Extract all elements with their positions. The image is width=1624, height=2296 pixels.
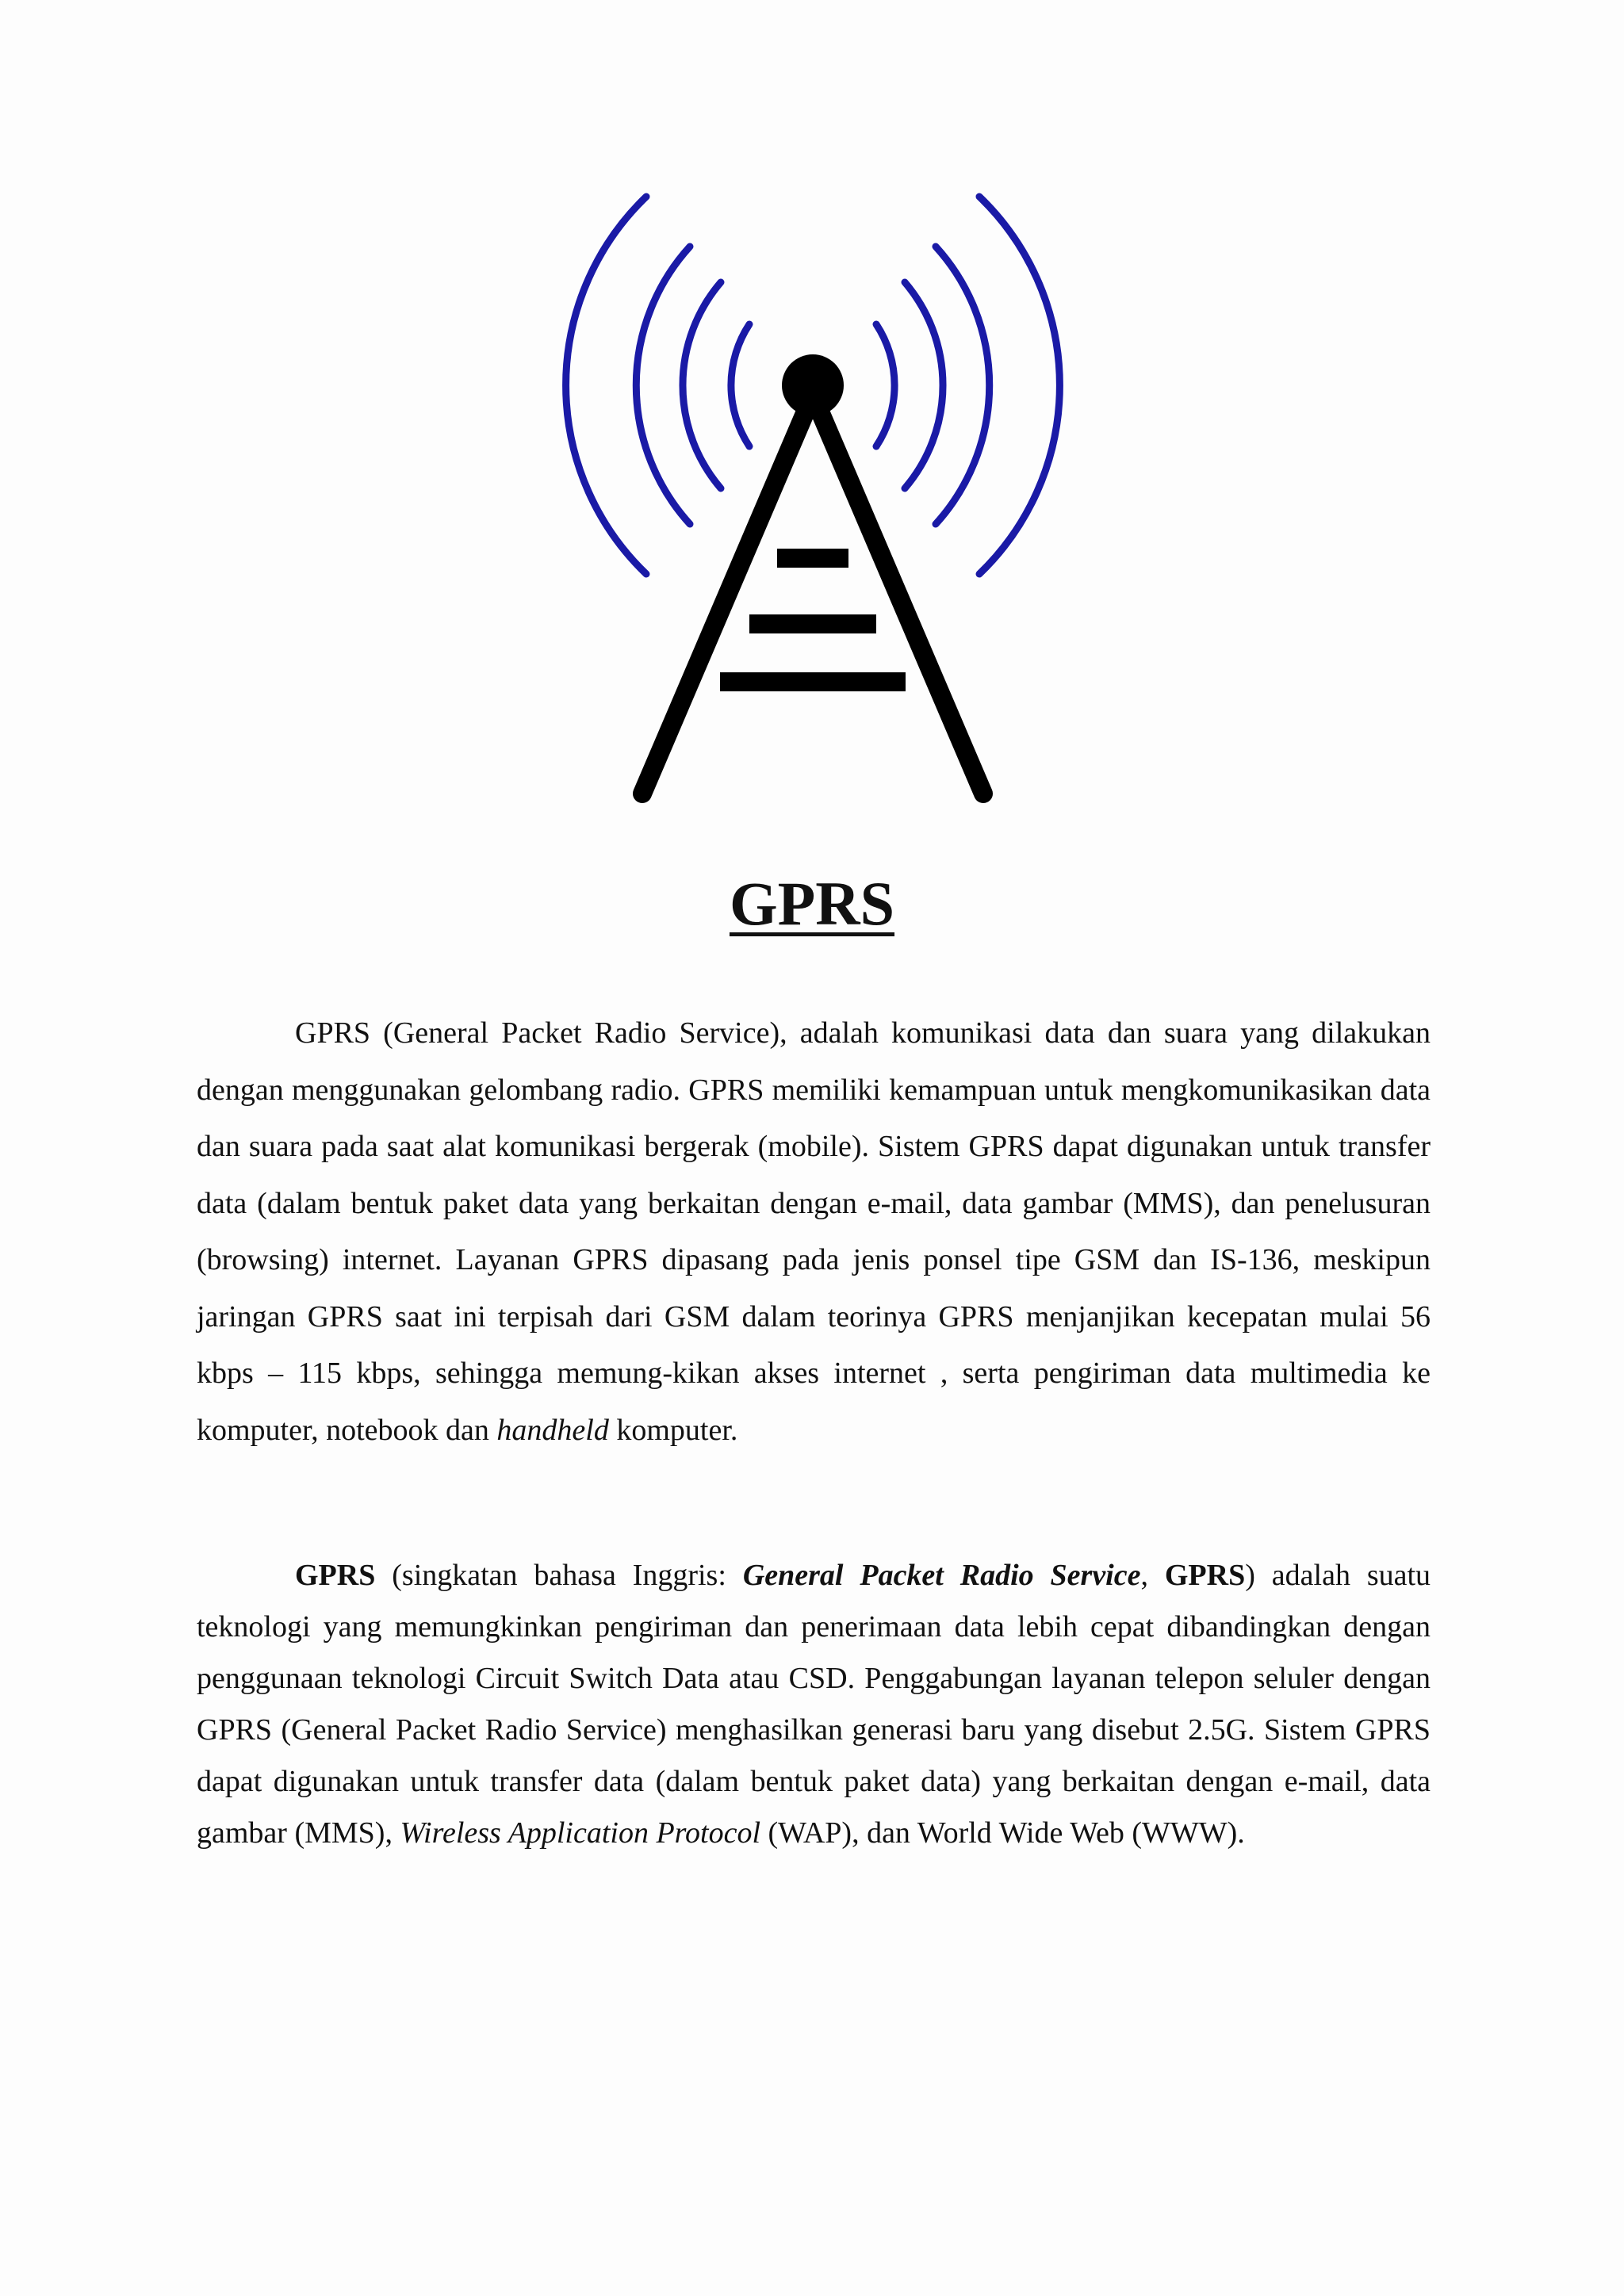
tower-leg-right xyxy=(813,395,983,794)
tower-leg-left xyxy=(642,395,813,794)
paragraph1-emphasis: handheld xyxy=(496,1413,609,1447)
paragraph-gprs-technology xyxy=(197,1550,1431,1859)
signal-wave-right-2 xyxy=(905,282,943,488)
signal-wave-left-1 xyxy=(731,324,749,446)
paragraph2-body: adalah suatu teknologi yang memungkinkan pengiriman dan penerimaan data lebih cepat dibandingkan dengan penggunaan teknologi Circuit Switch Data atau CSD. Penggabungan layanan telepon seluler dengan GPRS (General Packet Radio Service) menghasilkan generasi baru yang disebut 2.5G. Sistem GPRS dapat digunakan untuk transfer data (dalam bentuk paket data) yang berkaitan dengan e-mail, data gambar (MMS), xyxy=(197,1559,1431,1850)
paragraph-gprs-definition xyxy=(197,1005,1431,1459)
page-title: GPRS xyxy=(729,869,895,938)
tower-antenna-ball xyxy=(782,354,844,416)
paragraph2-full-name: General Packet Radio Service xyxy=(742,1559,1141,1592)
paragraph2-ending: (WAP), dan World Wide Web (WWW). xyxy=(768,1816,1245,1850)
paragraph2-wap-name: Wireless Application Protocol xyxy=(400,1816,761,1850)
signal-wave-right-1 xyxy=(876,324,894,446)
paragraph2-abbr: GPRS xyxy=(1164,1559,1246,1592)
paragraph2-comma: , xyxy=(1140,1559,1148,1592)
paragraph2-intro: (singkatan bahasa Inggris: xyxy=(392,1559,726,1592)
radio-tower-icon xyxy=(547,187,1078,813)
paragraph2-close: ) xyxy=(1245,1559,1255,1592)
paragraph1-ending: komputer. xyxy=(616,1413,738,1447)
paragraph1-text: GPRS (General Packet Radio Service), adalah komunikasi data dan suara yang dilakukan dengan menggunakan gelombang radio. GPRS memiliki kemampuan untuk mengkomunikasikan data dan suara pada saat alat komunikasi bergerak (mobile). Sistem GPRS dapat digunakan untuk transfer data (dalam bentuk paket data yang berkaitan dengan e-mail, data gambar (MMS), dan penelusuran (browsing) internet. Layanan GPRS dipasang pada jenis ponsel tipe GSM dan IS-136, meskipun jaringan GPRS saat ini terpisah dari GSM dalam teorinya GPRS menjanjikan kecepatan mulai 56 kbps – 115 kbps, sehingga memung-kikan akses internet , serta pengiriman data multimedia ke komputer, notebook dan xyxy=(197,1016,1431,1447)
signal-wave-left-2 xyxy=(683,282,721,488)
paragraph2-term: GPRS xyxy=(295,1559,376,1592)
